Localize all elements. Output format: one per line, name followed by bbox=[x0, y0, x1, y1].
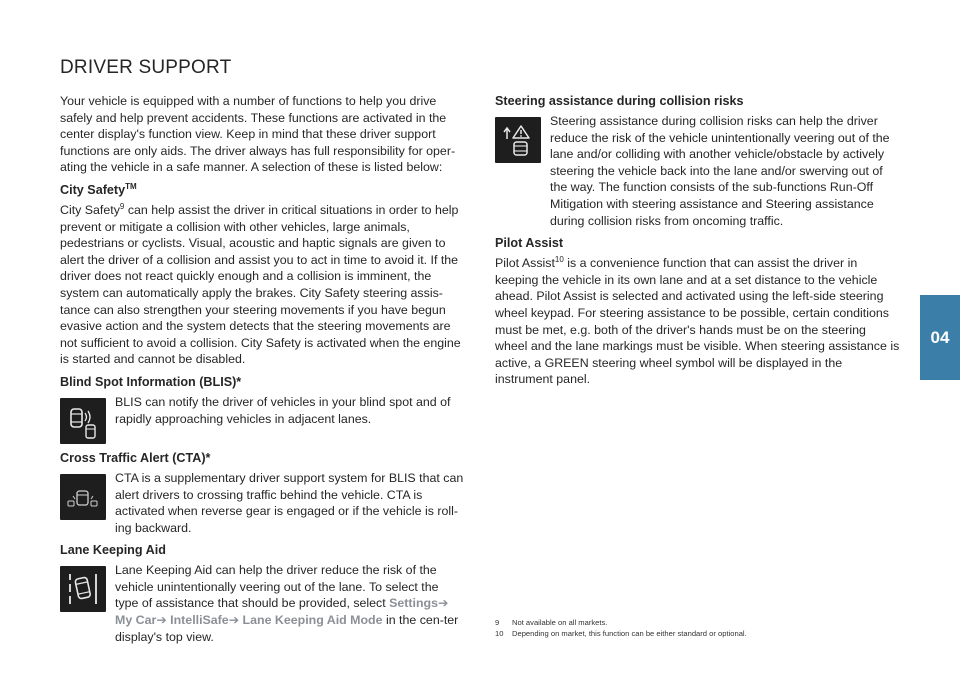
page-title: DRIVER SUPPORT bbox=[60, 57, 232, 78]
city-safety-text: can help assist the driver in critical situations in order to help prevent or mitigate a collision with other vehicles, large animals, pedestrians or cyclists. Visual, acoustic and haptic signals are given to alert the driver of a collision and assist you to act in time to avoid it. If the driver does not react quickly enough and a collision is imminent, the system can automatically apply the brakes. City Safety steering assis-tance can also strengthen your steering movements if you have begun evasive action and the system detects that the steering movements are not sufficient to avoid a collision. City Safety is activated when the engine is started and cannot be disabled. bbox=[60, 202, 461, 367]
footnote-ref-10: 10 bbox=[554, 255, 564, 265]
pilot-assist-name: Pilot Assist bbox=[495, 256, 555, 271]
pilot-assist-paragraph bbox=[495, 255, 900, 388]
pilot-assist-text: is a convenience function that can assist the driver in keeping the vehicle in its own lane and at a set distance to the vehicle ahead. Pilot Assist is selected and activated using the left-side steering wheel keypad. For steering assistance to be possible, certain conditions must be met, e.g. both of the driver's hands must be on the steering wheel and the lane markings must be visible. When steering assistance is active, a GREEN steering wheel symbol will be displayed in the instrument panel. bbox=[495, 256, 900, 387]
cta-heading: Cross Traffic Alert (CTA)* bbox=[60, 450, 211, 465]
city-safety-heading bbox=[60, 182, 465, 199]
footnote-number: 10 bbox=[495, 629, 504, 638]
collision-steering-icon bbox=[495, 117, 541, 163]
city-safety-paragraph bbox=[60, 202, 465, 368]
menu-path-lane-keeping-aid-mode: Lane Keeping Aid Mode bbox=[242, 613, 383, 628]
arrow-right-icon: ➔ bbox=[156, 613, 167, 628]
steering-heading: Steering assistance during collision risks bbox=[495, 94, 744, 108]
city-safety-name: City Safety bbox=[60, 202, 120, 217]
intro-paragraph: Your vehicle is equipped with a number of functions to help you drive safely and help prevent accidents. These functions are activated in the center display's function view. Keep in mind that these driver support functions are only aids. The driver always has full responsibility for oper-ating the vehicle in a safe manner. A selection of these is listed below: bbox=[60, 94, 456, 175]
blind-spot-icon bbox=[60, 398, 106, 444]
footnote-item bbox=[495, 617, 900, 628]
steering-section bbox=[495, 113, 900, 229]
blis-heading: Blind Spot Information (BLIS)* bbox=[60, 374, 242, 389]
footnote-number: 9 bbox=[495, 618, 500, 627]
left-column bbox=[60, 93, 465, 649]
footnote-text: Depending on market, this function can be either standard or optional. bbox=[512, 629, 747, 638]
right-column bbox=[495, 93, 900, 388]
footnotes bbox=[495, 617, 900, 639]
blis-section bbox=[60, 394, 465, 444]
pilot-assist-heading: Pilot Assist bbox=[495, 236, 564, 251]
lka-text-after: in the cen-ter display's top view. bbox=[115, 613, 459, 644]
lka-section bbox=[60, 562, 465, 645]
lka-heading: Lane Keeping Aid bbox=[60, 543, 166, 558]
footnote-ref-9: 9 bbox=[119, 201, 125, 211]
arrow-right-icon: ➔ bbox=[228, 613, 240, 628]
footnote-text: Not available on all markets. bbox=[512, 618, 608, 627]
footnote-item bbox=[495, 628, 900, 639]
blis-paragraph: BLIS can notify the driver of vehicles in your blind spot and of rapidly approaching vehicles in adjacent lanes. bbox=[115, 394, 451, 426]
arrow-right-icon: ➔ bbox=[438, 596, 449, 611]
menu-path-settings: Settings bbox=[389, 596, 439, 611]
lka-text-before: Lane Keeping Aid can help the driver reduce the risk of the vehicle unintentionally veering out of the lane. To select the type of assistance that should be provided, select bbox=[115, 563, 439, 611]
steering-paragraph: Steering assistance during collision risks can help the driver reduce the risk of the vehicle unintentionally veering out of the lane and/or colliding with another vehicle/obstacle by actively steering the vehicle back into the lane and/or swerving out of the way. The function consists of the sub-functions Run-Off Mitigation with steering assistance and Steering assistance during collision risks from oncoming traffic. bbox=[550, 114, 890, 228]
trademark-mark: TM bbox=[125, 181, 137, 191]
menu-path-my-car: My Car bbox=[115, 613, 157, 628]
chapter-tab[interactable]: 04 bbox=[920, 295, 960, 380]
lane-keeping-icon bbox=[60, 566, 106, 612]
cta-section bbox=[60, 470, 465, 536]
cta-paragraph: CTA is a supplementary driver support system for BLIS that can alert drivers to crossing traffic behind the vehicle. CTA is activated when reverse gear is engaged or if the vehicle is roll-ing backward. bbox=[115, 470, 464, 535]
menu-path-intellisafe: IntelliSafe bbox=[170, 613, 229, 628]
lka-paragraph bbox=[115, 562, 465, 645]
city-safety-heading-text: City Safety bbox=[60, 182, 126, 197]
cross-traffic-icon bbox=[60, 474, 106, 520]
